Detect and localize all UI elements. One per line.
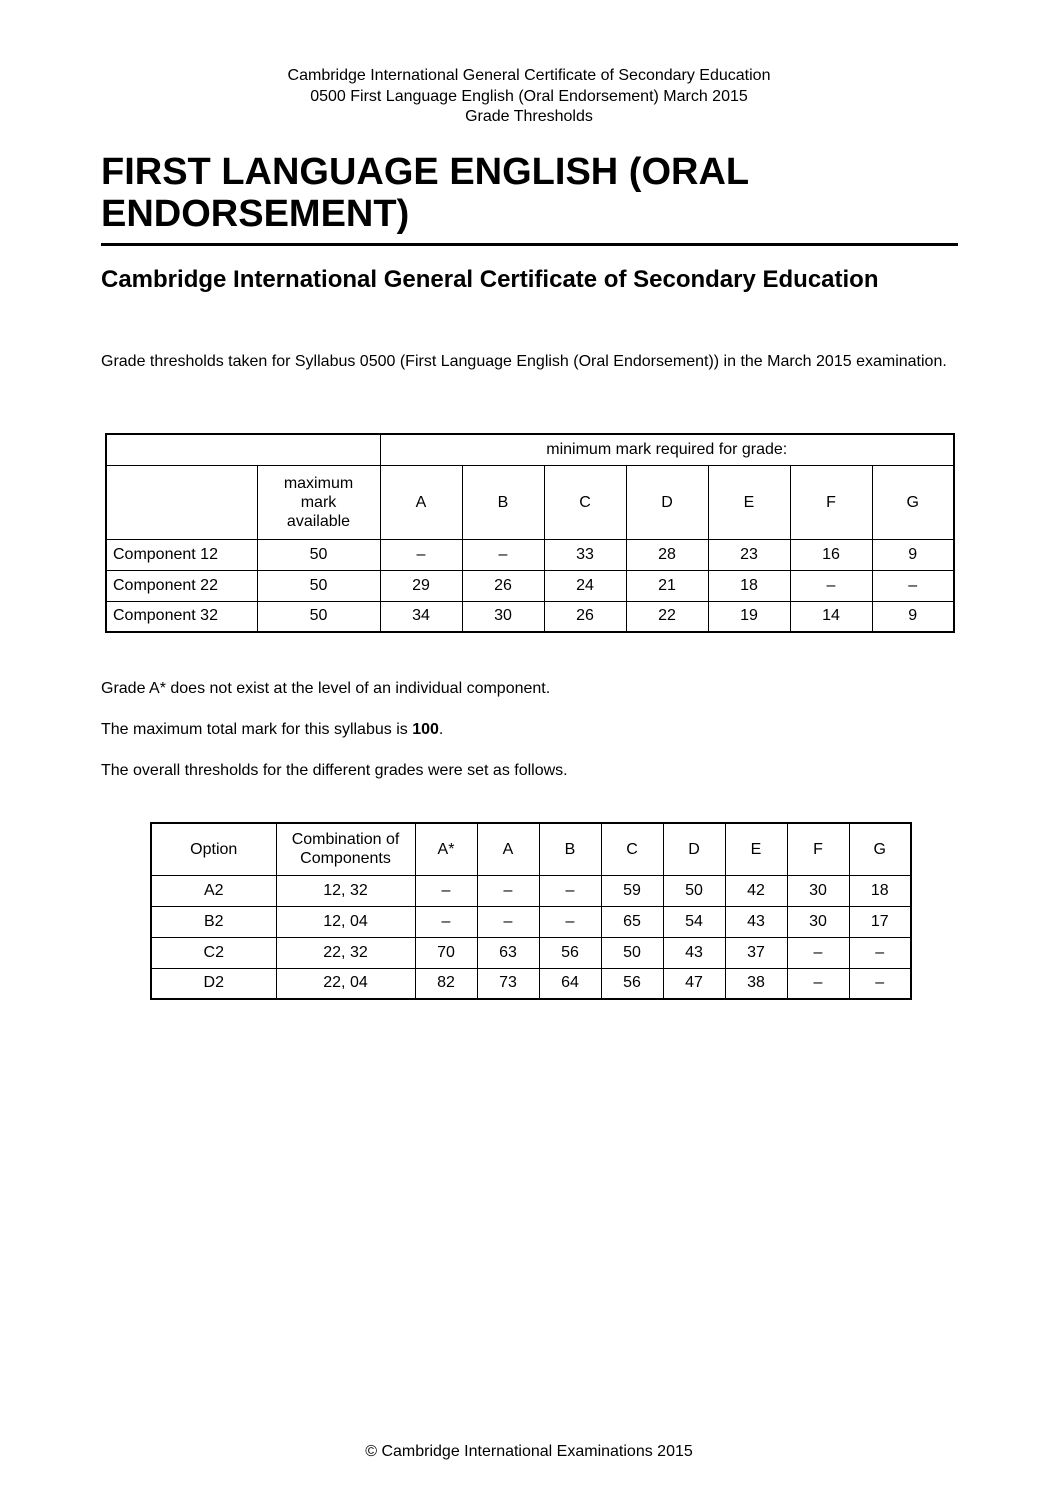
option-cell: A2 bbox=[151, 875, 276, 906]
grade-cell: – bbox=[462, 539, 544, 570]
grade-cell: – bbox=[477, 906, 539, 937]
grade-cell: – bbox=[539, 875, 601, 906]
grade-cell: 24 bbox=[544, 570, 626, 601]
grade-cell: 14 bbox=[790, 601, 872, 632]
grade-cell: 34 bbox=[380, 601, 462, 632]
table-header-row bbox=[151, 823, 911, 875]
grade-cell: – bbox=[787, 968, 849, 999]
header-line-1: Cambridge International General Certificate of Secondary Education bbox=[287, 67, 771, 84]
table-subheader-row bbox=[106, 465, 954, 539]
grade-cell: 64 bbox=[539, 968, 601, 999]
table-row bbox=[106, 601, 954, 632]
grade-cell: 26 bbox=[544, 601, 626, 632]
grade-cell: 18 bbox=[708, 570, 790, 601]
combination-cell: 12, 32 bbox=[276, 875, 415, 906]
grade-cell: 73 bbox=[477, 968, 539, 999]
grade-header: F bbox=[790, 465, 872, 539]
option-cell: C2 bbox=[151, 937, 276, 968]
grade-cell: 9 bbox=[872, 539, 954, 570]
grade-cell: – bbox=[787, 937, 849, 968]
column-header: Option bbox=[151, 823, 276, 875]
grade-cell: – bbox=[539, 906, 601, 937]
grade-cell: 65 bbox=[601, 906, 663, 937]
grade-cell: – bbox=[477, 875, 539, 906]
table-row bbox=[106, 539, 954, 570]
page-header bbox=[0, 66, 1058, 128]
grade-header: D bbox=[626, 465, 708, 539]
grade-cell: 28 bbox=[626, 539, 708, 570]
grade-cell: – bbox=[849, 937, 911, 968]
grade-header: B bbox=[462, 465, 544, 539]
grade-header: G bbox=[872, 465, 954, 539]
option-threshold-table bbox=[150, 822, 912, 1000]
max-mark-cell: 50 bbox=[257, 539, 380, 570]
grade-cell: 17 bbox=[849, 906, 911, 937]
empty-header-cell bbox=[106, 434, 380, 465]
grade-cell: 38 bbox=[725, 968, 787, 999]
grade-cell: 50 bbox=[601, 937, 663, 968]
grade-cell: 23 bbox=[708, 539, 790, 570]
table-header-row bbox=[106, 434, 954, 465]
grade-cell: 33 bbox=[544, 539, 626, 570]
grade-cell: 30 bbox=[787, 906, 849, 937]
max-total-note bbox=[101, 720, 961, 740]
grade-cell: 54 bbox=[663, 906, 725, 937]
grade-cell: 30 bbox=[462, 601, 544, 632]
document-subtitle: Cambridge International General Certificate of Secondary Education bbox=[101, 266, 879, 293]
component-name: Component 12 bbox=[106, 539, 257, 570]
grade-cell: 43 bbox=[663, 937, 725, 968]
column-header: G bbox=[849, 823, 911, 875]
intro-paragraph: Grade thresholds taken for Syllabus 0500 (First Language English (Oral Endorsement)) in the March 2015 examination. bbox=[101, 353, 947, 370]
empty-header-cell bbox=[106, 465, 257, 539]
max-total-value: 100 bbox=[412, 721, 439, 738]
max-mark-header bbox=[257, 465, 380, 539]
max-mark-header-text: maximum mark available bbox=[283, 474, 354, 530]
grade-cell: – bbox=[790, 570, 872, 601]
column-header: A bbox=[477, 823, 539, 875]
max-mark-cell: 50 bbox=[257, 570, 380, 601]
combination-cell: 12, 04 bbox=[276, 906, 415, 937]
grade-cell: – bbox=[415, 875, 477, 906]
component-name: Component 22 bbox=[106, 570, 257, 601]
table-row bbox=[151, 968, 911, 999]
grade-cell: 19 bbox=[708, 601, 790, 632]
astar-note: Grade A* does not exist at the level of an individual component. bbox=[101, 680, 551, 697]
grade-cell: 21 bbox=[626, 570, 708, 601]
column-header: C bbox=[601, 823, 663, 875]
column-header: B bbox=[539, 823, 601, 875]
max-total-suffix: . bbox=[438, 721, 444, 738]
grade-cell: 47 bbox=[663, 968, 725, 999]
table-row bbox=[106, 570, 954, 601]
grade-cell: 70 bbox=[415, 937, 477, 968]
grade-cell: 22 bbox=[626, 601, 708, 632]
header-line-2: 0500 First Language English (Oral Endorsement) March 2015 bbox=[310, 87, 748, 105]
table-row bbox=[151, 906, 911, 937]
grade-cell: 42 bbox=[725, 875, 787, 906]
column-header: A* bbox=[415, 823, 477, 875]
grade-cell: 37 bbox=[725, 937, 787, 968]
grade-cell: – bbox=[380, 539, 462, 570]
column-header: E bbox=[725, 823, 787, 875]
grade-group-header: minimum mark required for grade: bbox=[380, 434, 954, 465]
grade-header: E bbox=[708, 465, 790, 539]
table-row bbox=[151, 875, 911, 906]
grade-header: A bbox=[380, 465, 462, 539]
grade-cell: 29 bbox=[380, 570, 462, 601]
grade-cell: – bbox=[872, 570, 954, 601]
page-footer: © Cambridge International Examinations 2015 bbox=[365, 1443, 693, 1460]
combination-cell: 22, 32 bbox=[276, 937, 415, 968]
grade-cell: 50 bbox=[663, 875, 725, 906]
combination-header-text: Combination of Components bbox=[291, 831, 400, 868]
column-header: F bbox=[787, 823, 849, 875]
max-total-prefix: The maximum total mark for this syllabus is bbox=[101, 721, 413, 738]
table-row bbox=[151, 937, 911, 968]
overall-thresholds-note: The overall thresholds for the different grades were set as follows. bbox=[101, 762, 568, 779]
grade-cell: – bbox=[849, 968, 911, 999]
option-cell: B2 bbox=[151, 906, 276, 937]
grade-cell: 82 bbox=[415, 968, 477, 999]
title-divider bbox=[101, 243, 958, 246]
max-mark-cell: 50 bbox=[257, 601, 380, 632]
column-header: D bbox=[663, 823, 725, 875]
combination-cell: 22, 04 bbox=[276, 968, 415, 999]
grade-cell: 56 bbox=[539, 937, 601, 968]
column-header bbox=[276, 823, 415, 875]
component-threshold-table bbox=[105, 433, 955, 633]
grade-cell: 18 bbox=[849, 875, 911, 906]
component-name: Component 32 bbox=[106, 601, 257, 632]
grade-cell: – bbox=[415, 906, 477, 937]
grade-header: C bbox=[544, 465, 626, 539]
document-title: FIRST LANGUAGE ENGLISH (ORAL ENDORSEMENT) bbox=[101, 151, 749, 235]
grade-cell: 9 bbox=[872, 601, 954, 632]
grade-cell: 16 bbox=[790, 539, 872, 570]
header-line-3: Grade Thresholds bbox=[465, 108, 593, 125]
grade-cell: 30 bbox=[787, 875, 849, 906]
option-cell: D2 bbox=[151, 968, 276, 999]
grade-cell: 59 bbox=[601, 875, 663, 906]
grade-cell: 63 bbox=[477, 937, 539, 968]
grade-cell: 56 bbox=[601, 968, 663, 999]
grade-cell: 43 bbox=[725, 906, 787, 937]
grade-cell: 26 bbox=[462, 570, 544, 601]
